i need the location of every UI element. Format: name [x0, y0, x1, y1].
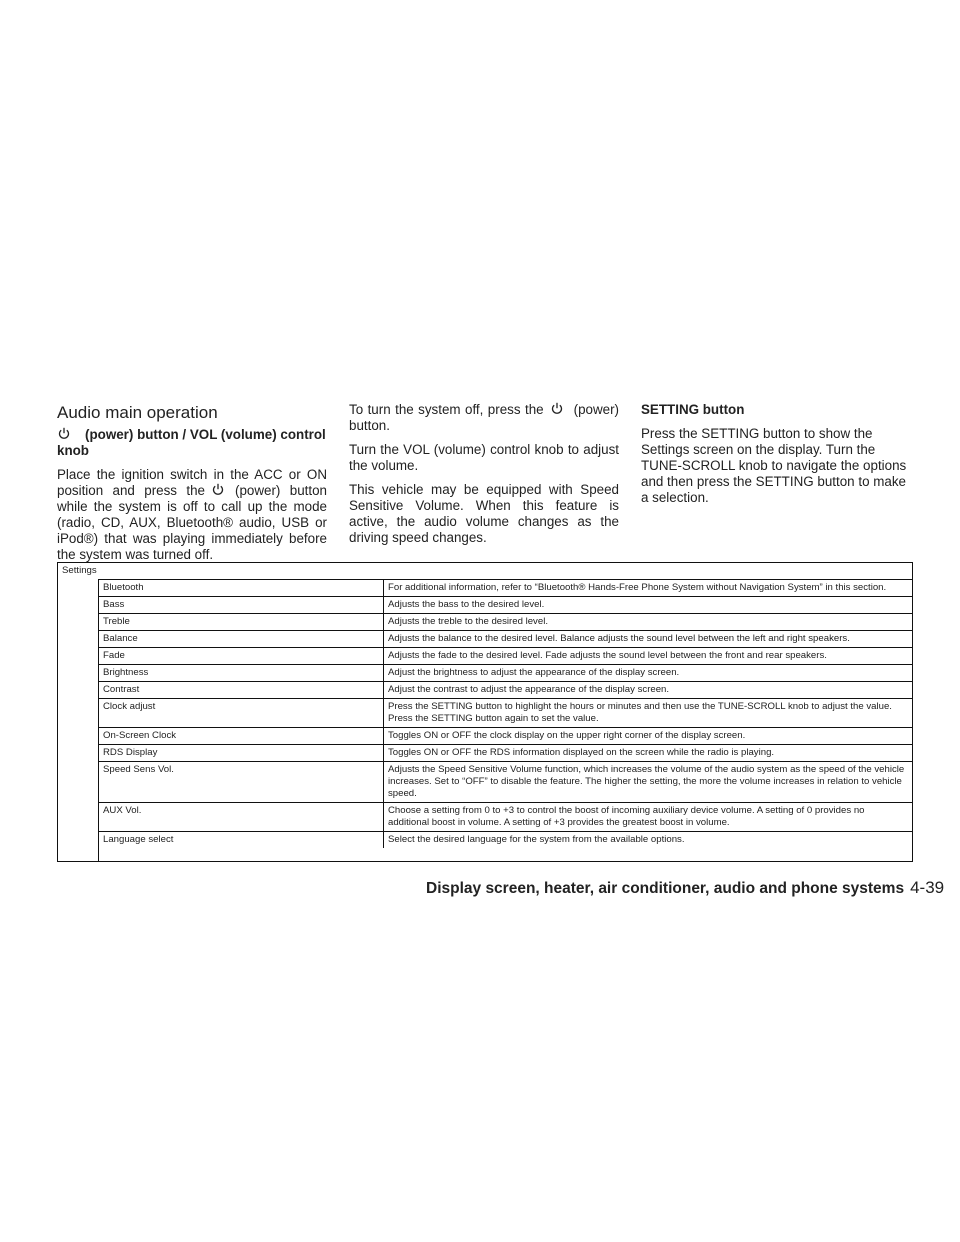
setting-name: Treble	[99, 614, 384, 630]
power-button-heading	[57, 427, 327, 459]
setting-description: For additional information, refer to “Bluetooth® Hands-Free Phone System without Navigation System” in this section.	[388, 582, 887, 593]
settings-table-body	[98, 579, 912, 861]
chapter-title: Display screen, heater, air conditioner, audio and phone systems	[426, 880, 905, 897]
setting-description: Adjusts the bass to the desired level.	[388, 599, 545, 610]
page-number: 4-39	[910, 878, 945, 897]
table-row	[99, 698, 912, 727]
setting-description: Adjust the contrast to adjust the appearance of the display screen.	[388, 684, 670, 695]
settings-table-header: Settings	[62, 565, 97, 576]
setting-name: RDS Display	[99, 745, 384, 761]
setting-button-heading: SETTING button	[641, 402, 745, 417]
setting-description: Select the desired language for the system from the available options.	[388, 834, 685, 845]
setting-description: Toggles ON or OFF the RDS information displayed on the screen while the radio is playing.	[388, 747, 775, 758]
table-row	[99, 802, 912, 831]
power-icon	[211, 483, 229, 496]
table-row	[99, 647, 912, 664]
setting-name: On-Screen Clock	[99, 728, 384, 744]
ignition-paragraph	[57, 467, 327, 563]
section-title: Audio main operation	[57, 403, 218, 422]
setting-description: Adjust the brightness to adjust the appearance of the display screen.	[388, 667, 680, 678]
setting-description: Adjusts the fade to the desired level. Fade adjusts the sound level between the front and rear speakers.	[388, 650, 827, 661]
table-row	[99, 613, 912, 630]
table-row	[99, 579, 912, 596]
setting-name: Fade	[99, 648, 384, 664]
power-heading-text: (power) button / VOL (volume) control knob	[57, 427, 326, 458]
table-row	[99, 831, 912, 848]
table-row	[99, 630, 912, 647]
setting-description: Adjusts the Speed Sensitive Volume function, which increases the volume of the audio system as the speed of the vehicle increases. Set to “OFF” to disable the feature. The higher the setting, the more the volume increases in relation to vehicle speed.	[388, 764, 905, 799]
power-icon	[57, 427, 75, 440]
table-row	[99, 744, 912, 761]
settings-table	[57, 562, 913, 862]
table-row	[99, 727, 912, 744]
ignition-text-a: Place the ignition switch in the ACC or ON position and press the	[57, 467, 327, 498]
setting-paragraph: Press the SETTING button to show the Settings screen on the display. Turn the TUNE-SCROLL knob to navigate the options and then press the SETTING button to make a selection.	[641, 426, 907, 505]
turn-off-paragraph	[349, 402, 619, 434]
turn-off-text-a: To turn the system off, press the	[349, 402, 544, 417]
setting-name: Contrast	[99, 682, 384, 698]
ignition-text-b: (power) button while the system is off to call up the mode (radio, CD, AUX, Bluetooth® audio, USB or iPod®) that was playing immediately before the system was turned off.	[57, 483, 327, 562]
setting-name: Clock adjust	[99, 699, 384, 727]
turn-off-text-b: (power) button.	[349, 402, 619, 433]
volume-paragraph: Turn the VOL (volume) control knob to adjust the volume.	[349, 442, 619, 473]
setting-name: Brightness	[99, 665, 384, 681]
setting-name: Bass	[99, 597, 384, 613]
page-footer	[426, 878, 945, 898]
setting-description: Toggles ON or OFF the clock display on the upper right corner of the display screen.	[388, 730, 746, 741]
setting-name: Speed Sens Vol.	[99, 762, 384, 802]
table-row	[99, 596, 912, 613]
setting-name: Language select	[99, 832, 384, 848]
left-column	[57, 402, 327, 571]
setting-description: Adjusts the balance to the desired level. Balance adjusts the sound level between the left and right speakers.	[388, 633, 850, 644]
speed-volume-paragraph: This vehicle may be equipped with Speed Sensitive Volume. When this feature is active, the audio volume changes as the driving speed changes.	[349, 482, 619, 545]
table-row	[99, 664, 912, 681]
setting-description: Press the SETTING button to highlight the hours or minutes and then use the TUNE-SCROLL knob to adjust the value. Press the SETTING button again to set the value.	[388, 701, 892, 724]
middle-column	[349, 402, 619, 554]
setting-name: AUX Vol.	[99, 803, 384, 831]
table-row	[99, 761, 912, 802]
power-icon	[550, 402, 568, 415]
setting-name: Bluetooth	[99, 580, 384, 596]
setting-description: Adjusts the treble to the desired level.	[388, 616, 548, 627]
right-column	[641, 402, 913, 514]
table-row	[99, 681, 912, 698]
setting-description: Choose a setting from 0 to +3 to control the boost of incoming auxiliary device volume. A setting of 0 provides no additional boost in volume. A setting of +3 provides the greatest boost in volume.	[388, 805, 865, 828]
setting-name: Balance	[99, 631, 384, 647]
